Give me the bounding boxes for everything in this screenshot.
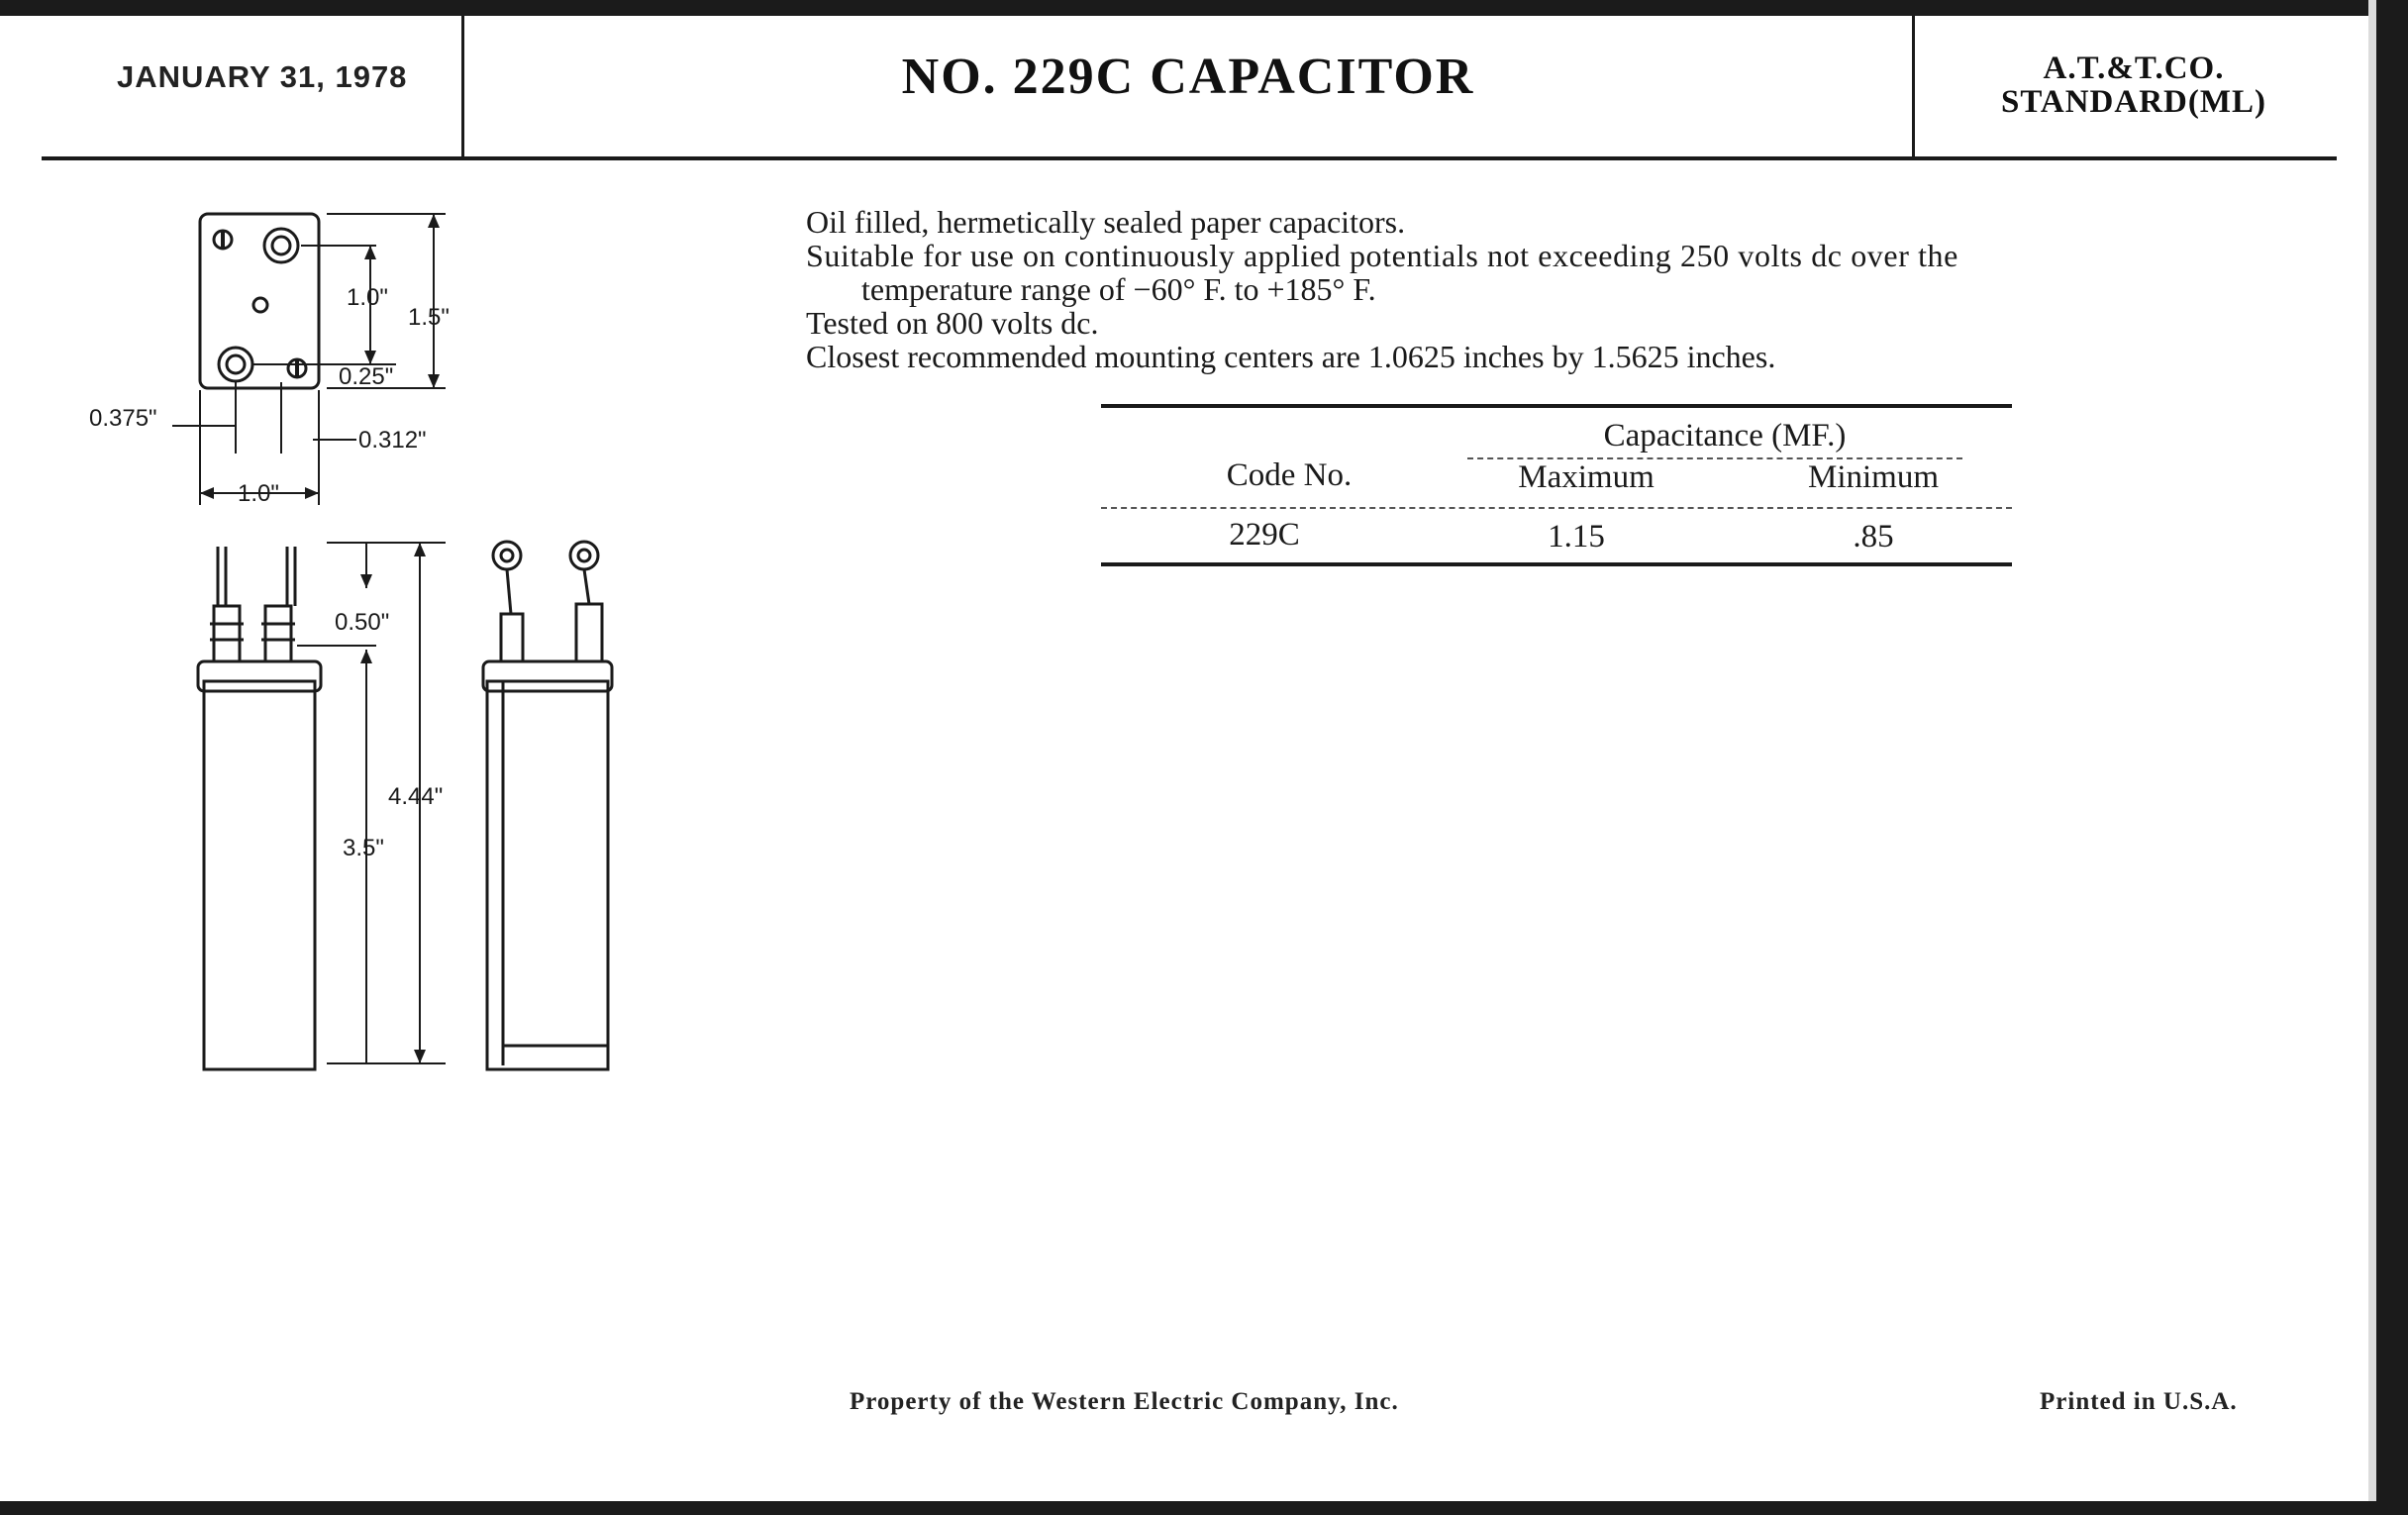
header-divider-right: [1912, 16, 1915, 156]
side-view-body: [487, 681, 608, 1069]
dim-terminal-height: 0.50": [335, 609, 390, 636]
mounting-hole-icon: [253, 298, 267, 312]
table-cell-code: 229C: [1229, 517, 1300, 553]
table-top-rule: [1101, 404, 2012, 408]
table-cell-maximum: 1.15: [1548, 519, 1605, 555]
table-bottom-rule: [1101, 562, 2012, 566]
description-line: temperature range of −60° F. to +185° F.: [861, 271, 1376, 307]
description-line: Suitable for use on continuously applied potentials not exceeding 250 volts dc over the: [806, 238, 1958, 273]
dim-right-offset: 0.312": [358, 427, 427, 454]
standard-label: [1916, 51, 2352, 119]
dim-width: 1.0": [238, 480, 279, 507]
description-line: Closest recommended mounting centers are 1.0625 inches by 1.5625 inches.: [806, 339, 1776, 374]
terminal-eyelet-icon: [493, 542, 521, 569]
document-date: JANUARY 31, 1978: [117, 59, 408, 94]
footer-property: Property of the Western Electric Company, Inc.: [850, 1388, 1399, 1415]
footer-printed: Printed in U.S.A.: [2040, 1388, 2238, 1415]
description-line: Tested on 800 volts dc.: [806, 305, 1099, 341]
description: [806, 205, 2287, 373]
scan-bottom-border: [0, 1501, 2408, 1515]
dim-left-offset: 0.375": [89, 405, 157, 432]
header-rule: [42, 156, 2337, 160]
terminal-eyelet-icon: [570, 542, 598, 569]
description-line: Oil filled, hermetically sealed paper capacitors.: [806, 204, 1406, 240]
dim-height-outer: 1.5": [408, 304, 450, 331]
dim-height-inner: 1.0": [347, 284, 388, 311]
front-view-body: [204, 681, 315, 1069]
front-view-cap: [198, 661, 321, 691]
capacitor-drawing: [59, 198, 693, 1089]
column-header-maximum: Maximum: [1518, 459, 1655, 495]
standard-org: A.T.&T.CO.: [2043, 50, 2225, 86]
scan-right-border: [2376, 0, 2408, 1515]
dim-terminal-offset: 0.25": [339, 363, 394, 390]
page-title: NO. 229C CAPACITOR: [901, 49, 1475, 105]
column-header-minimum: Minimum: [1807, 459, 1940, 495]
terminal-post-icon: [264, 229, 298, 262]
column-header-code: Code No.: [1226, 457, 1353, 493]
dim-body-height: 3.5": [343, 835, 384, 861]
table-group-header: Capacitance (MF.): [1603, 418, 1847, 454]
scan-top-border: [0, 0, 2408, 16]
scan-right-shadow: [2368, 0, 2376, 1515]
table-cell-minimum: .85: [1853, 519, 1894, 555]
header-underline: [1101, 507, 2012, 509]
terminal-post-icon: [219, 348, 252, 381]
header-divider-left: [461, 16, 464, 156]
standard-type: STANDARD(ML): [2000, 84, 2267, 120]
dim-overall-height: 4.44": [388, 783, 444, 810]
